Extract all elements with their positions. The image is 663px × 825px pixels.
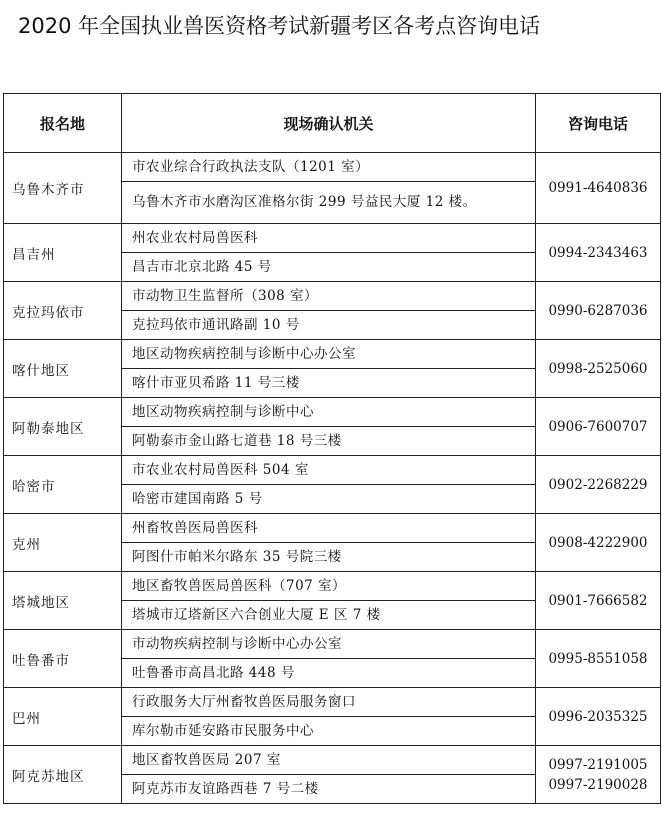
phone-cell-multi: [536, 746, 661, 804]
place-cell: 乌鲁木齐市: [4, 153, 122, 224]
place-cell: 哈密市: [4, 456, 122, 514]
org-cell: 地区畜牧兽医局兽医科（707 室）: [122, 572, 536, 601]
place-cell: 克州: [4, 514, 122, 572]
table-row: [4, 282, 661, 311]
place-cell: 克拉玛依市: [4, 282, 122, 340]
phone-cell: 0995-8551058: [536, 630, 661, 688]
phone-cell: 0994-2343463: [536, 224, 661, 282]
table-row: [4, 688, 661, 717]
place-cell: 吐鲁番市: [4, 630, 122, 688]
table-row: [4, 340, 661, 369]
address-cell: 库尔勒市延安路市民服务中心: [122, 717, 536, 746]
org-cell: 地区动物疾病控制与诊断中心: [122, 398, 536, 427]
table-row: [4, 630, 661, 659]
phone-cell: 0991-4640836: [536, 153, 661, 224]
address-cell: 阿图什市帕米尔路东 35 号院三楼: [122, 543, 536, 572]
org-cell: 州农业农村局兽医科: [122, 224, 536, 253]
table-row: [4, 456, 661, 485]
org-cell: 地区动物疾病控制与诊断中心办公室: [122, 340, 536, 369]
phone-cell: 0996-2035325: [536, 688, 661, 746]
phone-cell: 0901-7666582: [536, 572, 661, 630]
table-row: [4, 514, 661, 543]
phone-cell: 0906-7600707: [536, 398, 661, 456]
place-cell: 塔城地区: [4, 572, 122, 630]
address-cell: 塔城市辽塔新区六合创业大厦 E 区 7 楼: [122, 601, 536, 630]
header-phone: 咨询电话: [536, 94, 661, 153]
address-cell: 哈密市建国南路 5 号: [122, 485, 536, 514]
header-org: 现场确认机关: [122, 94, 536, 153]
contact-table: [3, 93, 661, 804]
phone-line-1: 0997-2191005: [548, 756, 648, 773]
phone-cell: 0990-6287036: [536, 282, 661, 340]
phone-line-2: 0997-2190028: [548, 776, 648, 793]
place-cell: 阿克苏地区: [4, 746, 122, 804]
org-cell: 市动物卫生监督所（308 室）: [122, 282, 536, 311]
table-row: [4, 153, 661, 182]
place-cell: 昌吉州: [4, 224, 122, 282]
address-cell: 喀什市亚贝希路 11 号三楼: [122, 369, 536, 398]
table-row: [4, 572, 661, 601]
org-cell: 市动物疾病控制与诊断中心办公室: [122, 630, 536, 659]
org-cell: 市农业综合行政执法支队（1201 室）: [122, 153, 536, 182]
table-row: [4, 746, 661, 775]
phone-cell: 0998-2525060: [536, 340, 661, 398]
address-cell: 乌鲁木齐市水磨沟区准格尔街 299 号益民大厦 12 楼。: [122, 182, 536, 224]
org-cell: 行政服务大厅州畜牧兽医局服务窗口: [122, 688, 536, 717]
table-row: [4, 224, 661, 253]
address-cell: 阿克苏市友谊路西巷 7 号二楼: [122, 775, 536, 804]
place-cell: 巴州: [4, 688, 122, 746]
address-cell: 克拉玛依市通讯路副 10 号: [122, 311, 536, 340]
org-cell: 市农业农村局兽医科 504 室: [122, 456, 536, 485]
address-cell: 阿勒泰市金山路七道巷 18 号三楼: [122, 427, 536, 456]
table-row: [4, 398, 661, 427]
org-cell: 州畜牧兽医局兽医科: [122, 514, 536, 543]
address-cell: 吐鲁番市高昌北路 448 号: [122, 659, 536, 688]
header-place: 报名地: [4, 94, 122, 153]
address-cell: 昌吉市北京北路 45 号: [122, 253, 536, 282]
table-header-row: [4, 94, 661, 153]
org-cell: 地区畜牧兽医局 207 室: [122, 746, 536, 775]
phone-cell: 0902-2268229: [536, 456, 661, 514]
place-cell: 阿勒泰地区: [4, 398, 122, 456]
page-title: 2020 年全国执业兽医资格考试新疆考区各考点咨询电话: [18, 14, 541, 38]
place-cell: 喀什地区: [4, 340, 122, 398]
phone-cell: 0908-4222900: [536, 514, 661, 572]
